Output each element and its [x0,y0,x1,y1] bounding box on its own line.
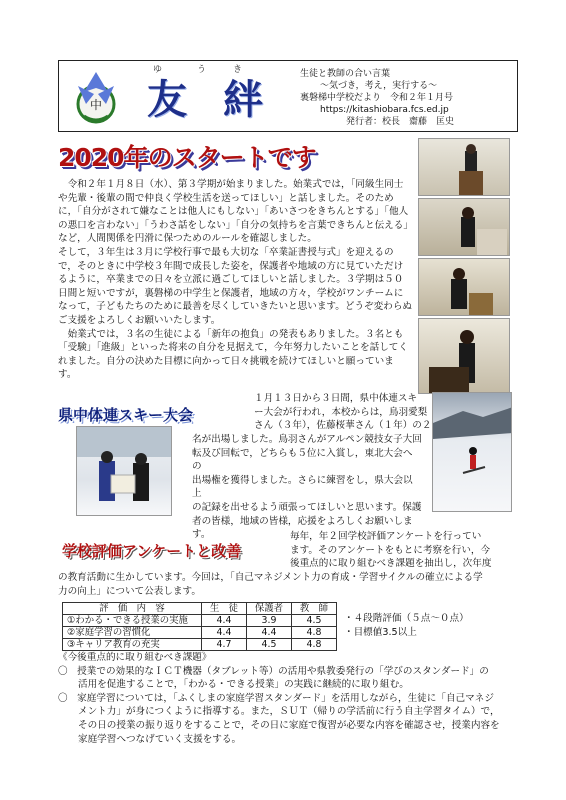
row-student: 4.7 [202,639,247,651]
eval-tasks [58,651,528,746]
start-paragraph-3: 始業式では，３名の生徒による「新年の抱負」の発表もありました。３名とも「受験」「進級」といった将来の自分を見据えて，今年努力したいことを話してくれました。自分の決めた目標に向かって日々挑戦を続けてほしいと願っています。 [58,328,408,381]
ski-line-8: 者の皆様，地域の皆様，応援をよろしくお願いします。 [192,515,413,541]
ski-line-5: 転及び回転で，どちらも５位に入賞し，東北大会への [192,447,413,473]
ruby-yu: ゆ [153,65,163,75]
task-1-line-2: 活用を促進することで，「わかる・できる授業」の実践に継続的に取り組む。 [78,679,409,691]
row-student: 4.4 [202,627,247,639]
row-item: ③キャリア教育の充実 [63,639,202,651]
tasks-heading: 《今後重点的に取り組むべき課題》 [58,652,212,663]
task-2-line-1: 〇 家庭学習については，「ふくしまの家庭学習スタンダード」を活用しながら，生徒に「自己マネジ [58,692,494,704]
header-publisher: 発行者：校長 齋藤 匡史 [346,117,455,127]
eval-line-2: ます。そのアンケートをもとに考察を行い，今 [290,544,491,556]
row-student: 4.4 [202,615,247,627]
school-emblem-icon [64,64,128,128]
section-title-ski: 県中体連スキー大会 [58,406,194,424]
header-motto: ～気づき，考え，実行する～ [320,81,438,91]
row-parent: 4.5 [247,639,292,651]
photo-ski-race [432,392,512,512]
row-parent: 4.4 [247,627,292,639]
task-2-line-2: メント力」が身につくように指導する。また，ＳＵＴ（帰りの学活前に行う自主学習タイム）で， [78,706,500,718]
eval-note-target: ・目標値3.5以上 [344,627,417,638]
eval-line-1: 毎年，年２回学校評価アンケートを行ってい [290,531,482,542]
table-row [63,639,337,651]
ruby-u: う [197,65,207,75]
col-student: 生 徒 [202,603,247,615]
col-parent: 保護者 [247,603,292,615]
row-item: ②家庭学習の習慣化 [63,627,202,639]
title-char-yu: 友 [147,76,187,123]
section-title-evaluation: 学校評価アンケートと改善 [62,542,242,560]
ski-line-2: ー大会が行われ，本校からは，鳥羽愛梨 [254,406,428,418]
header-issue: 裏磐梯中学校だより 令和２年１月号 [300,93,454,103]
col-item: 評 価 内 容 [63,603,202,615]
row-teacher: 4.8 [292,639,337,651]
photo-student-1 [418,198,510,256]
task-2-line-4: 家庭学習へつなげていく支援をする。 [78,733,242,745]
row-teacher: 4.8 [292,627,337,639]
ski-line-7: の記録を出せるよう頑張ってほしいと思います。保護 [192,501,422,513]
eval-line-5: 力の向上」について公表します。 [58,585,201,597]
ski-line-3: さん（３年），佐藤桜華さん（１年）の２ [254,420,432,432]
ski-line-4: 名が出場しました。鳥羽さんがアルペン競技女子大回 [192,434,422,445]
eval-intro-lower [58,571,526,598]
table-header-row [63,603,337,615]
photo-student-2 [418,258,510,316]
svg-text:中: 中 [89,98,103,112]
row-teacher: 4.5 [292,615,337,627]
task-1-line-1: 〇 授業での効果的なＩＣＴ機器（タブレット等）の活用や県教委発行の「学びのスタンダード」の [58,665,489,677]
photo-principal-speech [418,138,510,196]
start-paragraph-1: 令和２年１月８日（水）、第３学期が始まりました。始業式では，「同級生同士や先輩・後輩の間で仲良く学校生活を送ってほしい」と話しました。そのために，「自分がされて嫌なことは他人にもしない」「あいさつをきちんとする」「他人の悪口を言わない」「うわさ話をしない」「自分の気持ちを言葉できちんと伝える」など，人間関係を円滑に保つためのルールを確認しました。 [58,179,409,245]
eval-note-scale: ・４段階評価（５点～０点） [344,613,469,624]
photo-ski-award [76,426,172,516]
photo-student-3 [418,318,510,394]
evaluation-table [62,602,337,651]
start-article [58,178,412,382]
eval-line-4: の教育活動に生かしています。今回は，「自己マネジメント力の育成・学習サイクルの確立による学 [58,572,483,583]
table-row [63,615,337,627]
row-parent: 3.9 [247,615,292,627]
ski-article-lower [192,433,422,542]
title-char-kizuna: 絆 [223,76,263,123]
ski-line-6: 出場権を獲得しました。さらに練習をし，県大会以上 [192,474,413,500]
task-2-line-3: その日の授業の振り返りをすることで，その日に家庭で復習が必要な内容を確認させ，授業内容を [78,719,500,731]
eval-intro-upper [290,530,526,571]
section-banner-start: 2020年のスタートです [58,143,316,172]
eval-line-3: 後重点的に取り組むべき課題を抽出し，次年度 [290,558,492,570]
header-url[interactable]: https://kitashiobara.fcs.ed.jp [320,105,449,115]
ski-line-1: １月１３日から３日間，県中体連スキ [254,393,418,404]
col-teacher: 教 師 [292,603,337,615]
row-item: ①わかる・できる授業の実施 [63,615,202,627]
header-motto-label: 生徒と教師の合い言葉 [300,69,391,79]
start-paragraph-2: そして，３年生は３月に学校行事で最も大切な「卒業証書授与式」を迎えるので，そのときに中学校３年間で成長した姿を，保護者や地域の方に見ていただけるように，卒業までの日々を立派に過ごしてほしいと話しました。３学期は５０日間と短いですが，裏磐梯の中学生と保護者，地域の方々，学校がワンチームになって，子どもたちのために最善を尽くしていきたいと思います。どうぞ変わらぬご支援をよろしくお願いいたします。 [58,246,413,326]
ruby-ki: き [233,65,243,75]
table-row [63,627,337,639]
